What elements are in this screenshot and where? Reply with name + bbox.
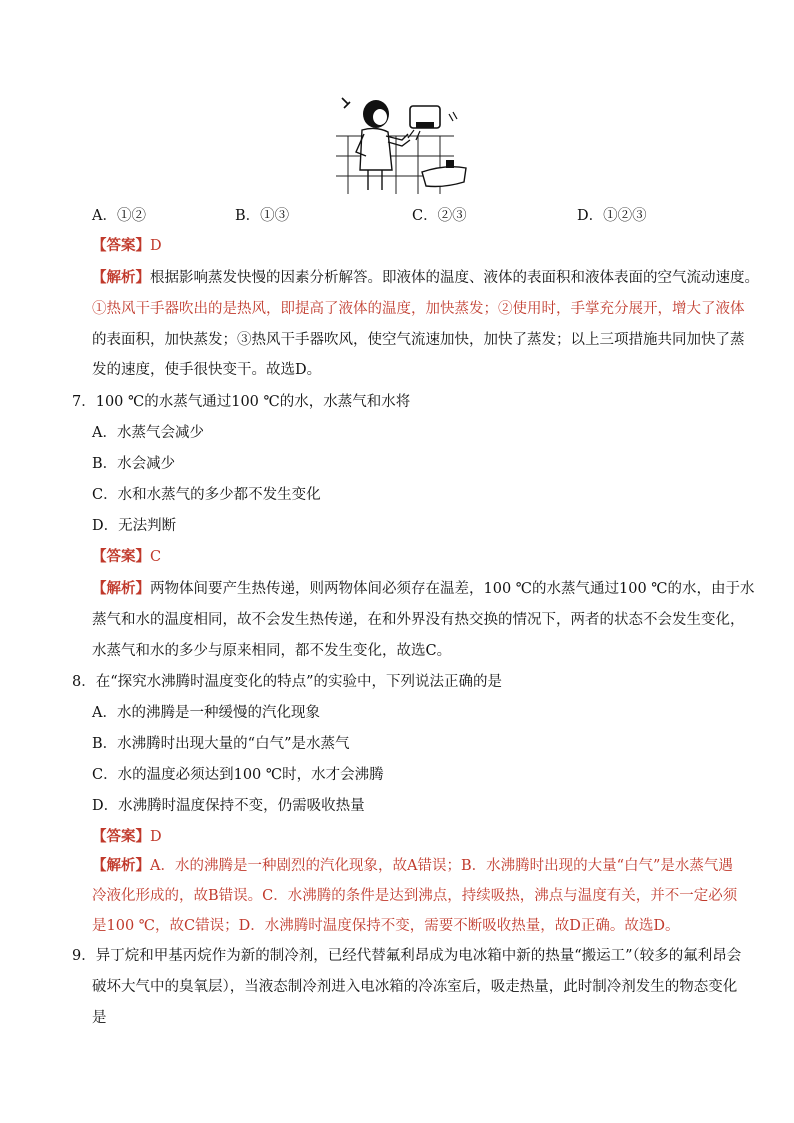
- q8-analysis-line-1: [92, 856, 733, 876]
- q8-analysis-line-2: 冷液化形成的，故B错误。C．水沸腾的条件是达到沸点，持续吸热，沸点与温度有关，并不一定必须: [92, 888, 738, 904]
- q7-analysis-line-2: 蒸气和水的温度相同，故不会发生热传递，在和外界没有热交换的情况下，两者的状态不会发生变化，: [92, 612, 745, 628]
- answer-tag: 【答案】: [92, 237, 150, 254]
- q9-stem-line-2: 破坏大气中的臭氧层），当液态制冷剂进入电冰箱的冷冻室后，吸走热量，此时制冷剂发生的物态变化: [92, 979, 738, 995]
- q7-answer: [92, 547, 161, 567]
- q9-stem-line-3: 是: [92, 1010, 107, 1026]
- answer-value: D: [150, 829, 162, 845]
- q6-analysis-line-3: 的表面积，加快蒸发；③热风干手器吹风，使空气流速加快，加快了蒸发；以上三项措施共同加快了蒸: [92, 332, 745, 348]
- analysis-text: A．水的沸腾是一种剧烈的汽化现象，故A错误；B．水沸腾时出现的大量“白气”是水蒸气遇: [150, 858, 733, 874]
- answer-tag: 【答案】: [92, 828, 150, 845]
- q7-option-a: A．水蒸气会减少: [92, 425, 204, 441]
- q6-option-d: D．①②③: [577, 208, 647, 224]
- analysis-text: 两物体间要产生热传递，则两物体间必须存在温差，100 ℃的水蒸气通过100 ℃的水，由于水: [150, 581, 755, 597]
- q8-analysis-line-3: 是100 ℃，故C错误；D．水沸腾时温度保持不变，需要不断吸收热量，故D正确。故选D。: [92, 918, 680, 934]
- q7-stem: 7．100 ℃的水蒸气通过100 ℃的水，水蒸气和水将: [72, 394, 411, 410]
- q7-option-b: B．水会减少: [92, 456, 176, 472]
- q8-option-a: A．水的沸腾是一种缓慢的汽化现象: [92, 705, 320, 721]
- q8-option-b: B．水沸腾时出现大量的“白气”是水蒸气: [92, 736, 350, 752]
- q6-analysis-line-4: 发的速度，使手很快变干。故选D。: [92, 362, 322, 378]
- q8-option-d: D．水沸腾时温度保持不变，仍需吸收热量: [92, 798, 365, 814]
- answer-tag: 【答案】: [92, 548, 150, 565]
- q7-option-c: C．水和水蒸气的多少都不发生变化: [92, 487, 321, 503]
- q6-analysis-line-1: [92, 268, 759, 288]
- analysis-tag: 【解析】: [92, 857, 150, 874]
- analysis-tag: 【解析】: [92, 269, 150, 286]
- q9-stem-line-1: 9．异丁烷和甲基丙烷作为新的制冷剂，已经代替氟利昂成为电冰箱中新的热量“搬运工”（较多的氟利昂会: [72, 948, 742, 964]
- q7-analysis-line-1: [92, 579, 755, 599]
- answer-value: C: [150, 549, 162, 565]
- q6-option-b: B．①③: [235, 208, 290, 224]
- analysis-tag: 【解析】: [92, 580, 150, 597]
- q6-option-a: A．①②: [92, 208, 146, 224]
- q7-analysis-line-3: 水蒸气和水的多少与原来相同，都不发生变化，故选C。: [92, 643, 452, 659]
- q8-stem: 8．在“探究水沸腾时温度变化的特点”的实验中，下列说法正确的是: [72, 674, 503, 690]
- q8-answer: [92, 827, 162, 847]
- q6-option-c: C．②③: [412, 208, 467, 224]
- answer-value: D: [150, 238, 162, 254]
- q6-answer: [92, 236, 162, 256]
- q6-analysis-line-2: ①热风干手器吹出的是热风，即提高了液体的温度，加快蒸发；②使用时，手掌充分展开，增大了液体: [92, 301, 745, 317]
- analysis-text: 根据影响蒸发快慢的因素分析解答。即液体的温度、液体的表面积和液体表面的空气流动速度。: [150, 270, 759, 286]
- q7-option-d: D．无法判断: [92, 518, 177, 534]
- hand-dryer-illustration: [336, 94, 468, 194]
- q8-option-c: C．水的温度必须达到100 ℃时，水才会沸腾: [92, 767, 384, 783]
